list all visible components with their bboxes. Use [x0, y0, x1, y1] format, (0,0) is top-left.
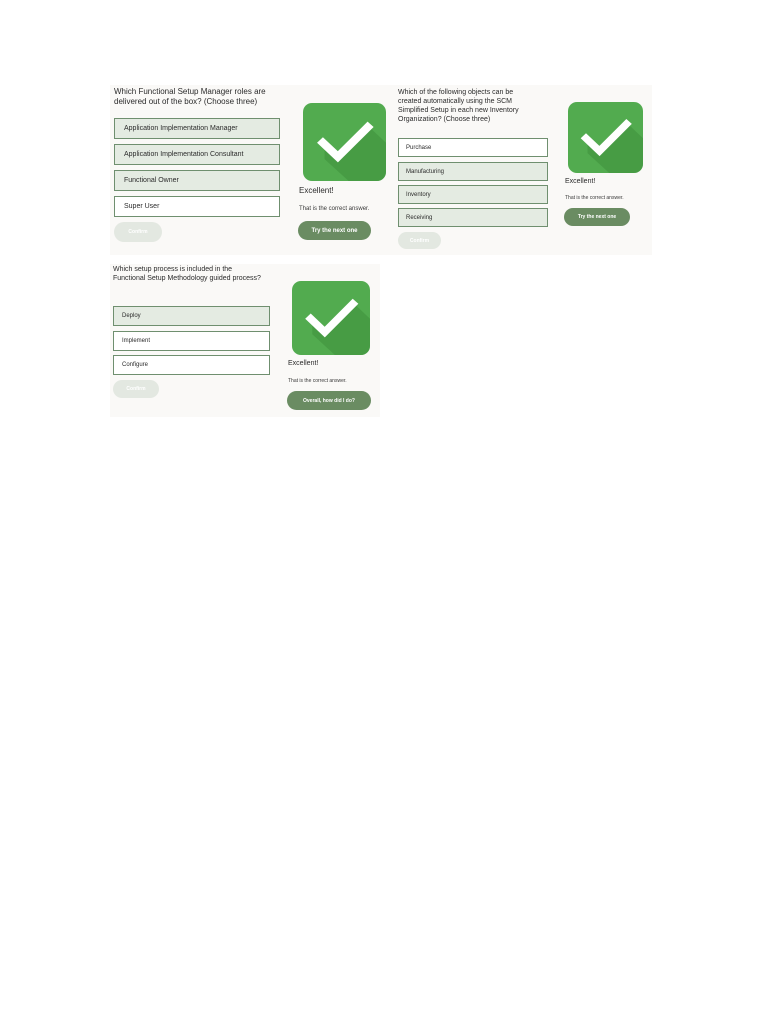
answer-option[interactable]: Implement	[113, 331, 270, 351]
answer-option[interactable]: Purchase	[398, 138, 548, 157]
question-text: Which of the following objects can be created automatically using the SCM Simplified Setup in each new Inventory Organization? (Choose three)	[398, 89, 519, 124]
confirm-button[interactable]: Confirm	[398, 232, 441, 249]
feedback-text: That is the correct answer.	[299, 206, 370, 212]
feedback-text: That is the correct answer.	[565, 195, 624, 201]
confirm-button[interactable]: Confirm	[113, 380, 159, 398]
answer-option[interactable]: Super User	[114, 196, 280, 217]
answer-option[interactable]: Inventory	[398, 185, 548, 204]
checkmark-icon	[568, 102, 643, 173]
try-next-button[interactable]: Try the next one	[298, 221, 371, 240]
confirm-button[interactable]: Confirm	[114, 222, 162, 242]
answer-option[interactable]: Application Implementation Manager	[114, 118, 280, 139]
overall-results-button[interactable]: Overall, how did I do?	[287, 391, 371, 410]
answer-option[interactable]: Functional Owner	[114, 170, 280, 191]
feedback-title: Excellent!	[565, 178, 596, 185]
feedback-title: Excellent!	[288, 360, 319, 367]
answer-option[interactable]: Manufacturing	[398, 162, 548, 181]
checkmark-icon	[303, 103, 386, 181]
feedback-text: That is the correct answer.	[288, 378, 347, 384]
answer-option[interactable]: Application Implementation Consultant	[114, 144, 280, 165]
answer-option[interactable]: Configure	[113, 355, 270, 375]
answer-option[interactable]: Deploy	[113, 306, 270, 326]
question-text: Which setup process is included in the Functional Setup Methodology guided process?	[113, 266, 261, 283]
question-text: Which Functional Setup Manager roles are delivered out of the box? (Choose three)	[114, 87, 266, 107]
checkmark-icon	[292, 281, 370, 355]
try-next-button[interactable]: Try the next one	[564, 208, 630, 226]
answer-option[interactable]: Receiving	[398, 208, 548, 227]
feedback-title: Excellent!	[299, 186, 334, 195]
